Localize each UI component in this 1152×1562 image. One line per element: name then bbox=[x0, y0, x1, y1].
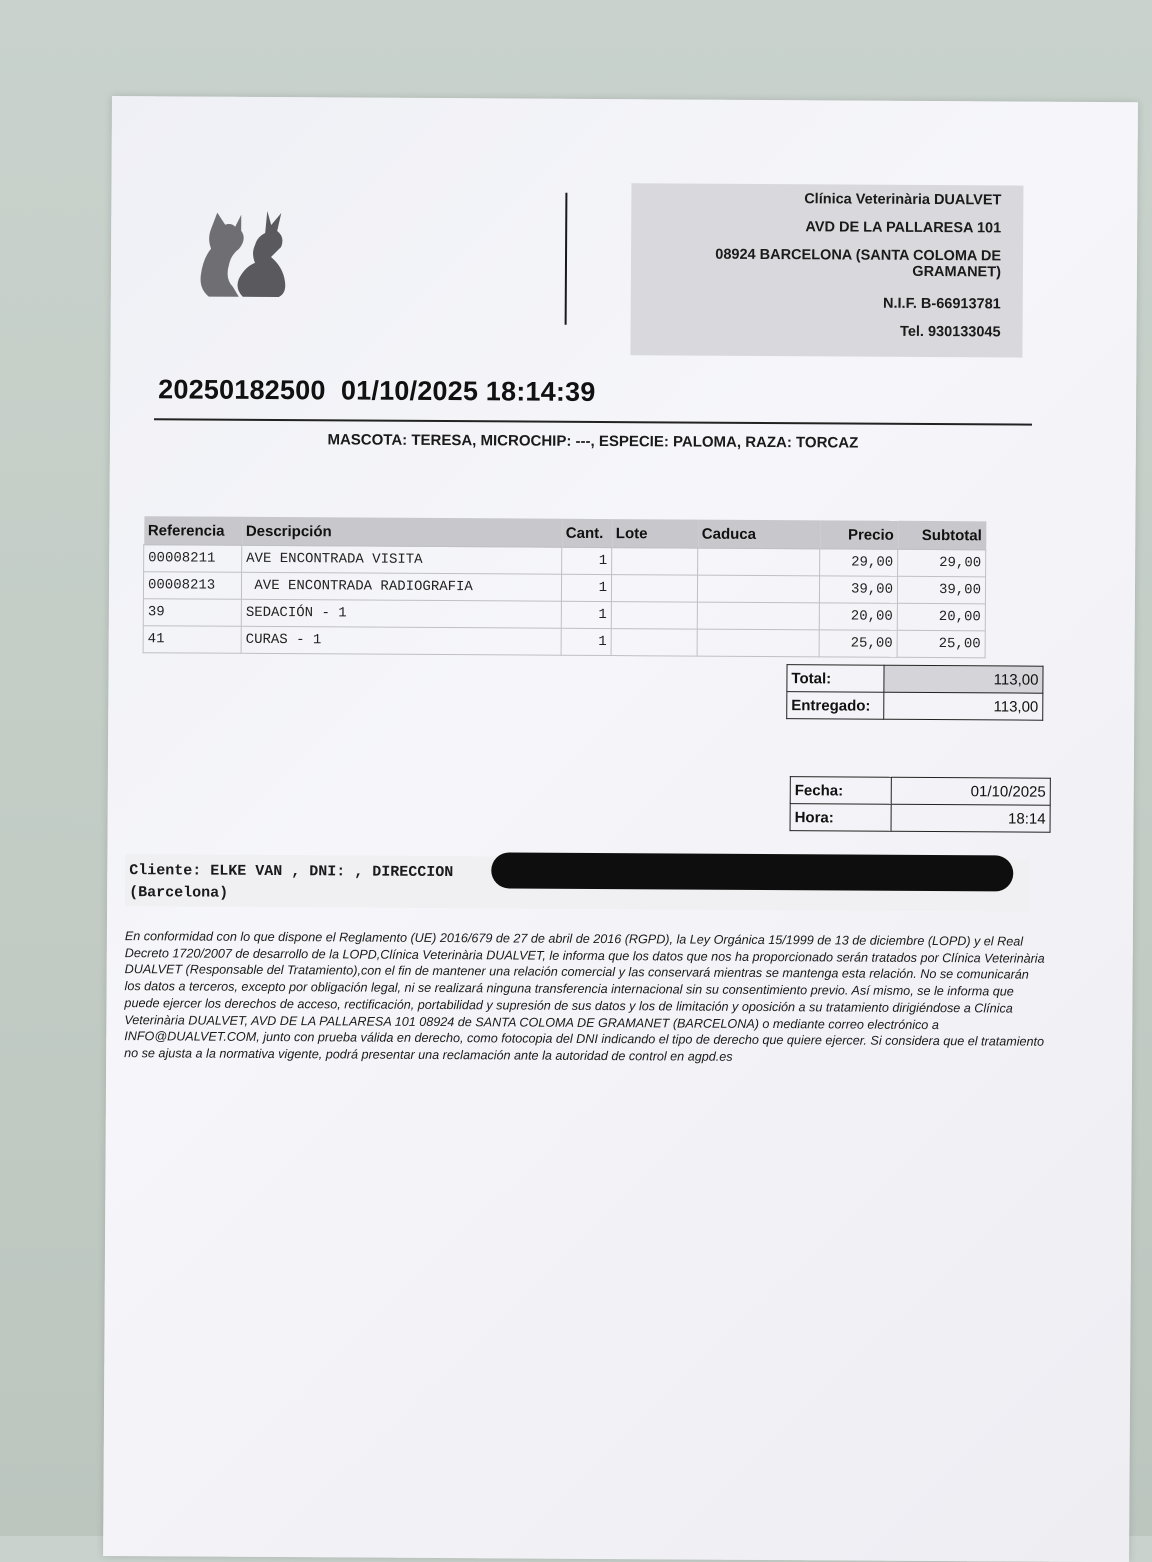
cell-ref: 41 bbox=[143, 626, 241, 654]
cell-lote bbox=[611, 629, 697, 657]
cell-lote bbox=[611, 575, 697, 603]
client-line-1: Cliente: ELKE VAN , DNI: , DIRECCION bbox=[129, 862, 454, 882]
cell-desc: SEDACIÓN - 1 bbox=[241, 599, 561, 628]
col-cant: Cant. bbox=[562, 519, 612, 548]
cell-desc: AVE ENCONTRADA VISITA bbox=[242, 545, 562, 574]
items-table bbox=[143, 516, 987, 658]
clinic-info-box bbox=[630, 183, 1023, 357]
privacy-notice: En conformidad con lo que dispone el Reglamento (UE) 2016/679 de 27 de abril de 2016 (RGPD), la Ley Orgánica 15/1999 de 13 de diciembre (LOPD) y el Real Decreto 1720/2007 de desarrollo de la LOPD,Clínica Veterinària DUALVET, le informa que los datos que nos ha proporcionado serán tratados por Clínica Veterinària DUALVET (Responsable del Tratamiento),con el fin de mantener una relación comercial y las conservará mientras se mantenga esta relación. No se comunicarán los datos a terceros, excepto por obligación legal, ni se realizará ninguna transferencia internacional sin su consentimiento previo. Así mismo, se le informa que puede ejercer los derechos de acceso, rectificación, portabilidad y supresión de sus datos y los de limitación y oposición a su tratamiento dirigiéndose a Clínica Veterinària DUALVET, AVD DE LA PALLARESA 101 08924 de SANTA COLOMA DE GRAMANET (BARCELONA) o mediante correo electrónico a INFO@DUALVET.COM, junto con prueba válida en derecho, como fotocopia del DNI indicando el tipo de derecho que quiere ejercer. Si considera que el tratamiento no se ajusta a la normativa vigente, podrá presentar una reclamación ante la autoridad de control en agpd.es bbox=[124, 929, 1045, 1064]
cell-caduca bbox=[698, 548, 820, 576]
cell-price: 29,00 bbox=[820, 549, 898, 576]
cell-qty: 1 bbox=[561, 628, 611, 655]
header-divider bbox=[565, 193, 568, 325]
title-underline bbox=[154, 418, 1032, 425]
cell-caduca bbox=[697, 602, 819, 630]
col-caduca: Caduca bbox=[698, 520, 820, 549]
cell-subtotal: 39,00 bbox=[897, 576, 985, 604]
entregado-row bbox=[787, 692, 1043, 721]
entregado-label: Entregado: bbox=[787, 692, 884, 720]
cell-subtotal: 29,00 bbox=[898, 549, 986, 577]
fecha-value: 01/10/2025 bbox=[891, 777, 1050, 805]
clinic-nif: N.I.F. B-66913781 bbox=[883, 295, 1001, 313]
hora-row bbox=[790, 804, 1050, 833]
total-value: 113,00 bbox=[884, 665, 1043, 693]
invoice-sheet bbox=[103, 96, 1138, 1562]
clinic-tel: Tel. 930133045 bbox=[900, 323, 1001, 341]
clinic-address: AVD DE LA PALLARESA 101 bbox=[805, 219, 1002, 237]
cell-ref: 39 bbox=[143, 599, 241, 627]
pet-info-line: MASCOTA: TERESA, MICROCHIP: ---, ESPECIE: PALOMA, RAZA: TORCAZ bbox=[327, 431, 859, 452]
col-descripcion: Descripción bbox=[242, 517, 562, 547]
cell-qty: 1 bbox=[561, 574, 611, 601]
col-precio: Precio bbox=[820, 520, 898, 549]
totals-box bbox=[786, 664, 1043, 721]
datetime-box bbox=[790, 776, 1051, 833]
cell-caduca bbox=[697, 575, 819, 603]
cell-price: 25,00 bbox=[819, 630, 897, 657]
cell-ref: 00008211 bbox=[144, 545, 242, 573]
col-referencia: Referencia bbox=[144, 516, 242, 545]
hora-label: Hora: bbox=[790, 804, 891, 832]
cell-qty: 1 bbox=[562, 547, 612, 574]
total-label: Total: bbox=[787, 665, 884, 693]
cell-lote bbox=[611, 602, 697, 630]
col-subtotal: Subtotal bbox=[898, 521, 986, 550]
cell-lote bbox=[612, 548, 698, 576]
cell-price: 20,00 bbox=[819, 603, 897, 630]
cell-price: 39,00 bbox=[819, 576, 897, 603]
total-row bbox=[787, 665, 1043, 694]
table-row bbox=[143, 626, 985, 658]
cell-subtotal: 25,00 bbox=[897, 630, 985, 658]
client-line-2: (Barcelona) bbox=[129, 883, 229, 902]
fecha-label: Fecha: bbox=[790, 777, 891, 805]
entregado-value: 113,00 bbox=[884, 692, 1043, 720]
redaction-mark bbox=[491, 852, 1013, 891]
fecha-row bbox=[790, 777, 1050, 806]
col-lote: Lote bbox=[612, 519, 698, 548]
clinic-name: Clínica Veterinària DUALVET bbox=[804, 191, 1002, 209]
cell-caduca bbox=[697, 629, 819, 657]
cat-rabbit-logo-icon bbox=[195, 209, 296, 302]
cell-subtotal: 20,00 bbox=[897, 603, 985, 631]
cell-desc: CURAS - 1 bbox=[241, 626, 561, 655]
cell-desc: AVE ENCONTRADA RADIOGRAFIA bbox=[241, 572, 561, 601]
clinic-city: 08924 BARCELONA (SANTA COLOMA DE GRAMANET) bbox=[715, 246, 1002, 281]
invoice-number-datetime: 20250182500 01/10/2025 18:14:39 bbox=[158, 374, 596, 407]
hora-value: 18:14 bbox=[891, 804, 1050, 832]
cell-qty: 1 bbox=[561, 601, 611, 628]
cell-ref: 00008213 bbox=[143, 572, 241, 600]
